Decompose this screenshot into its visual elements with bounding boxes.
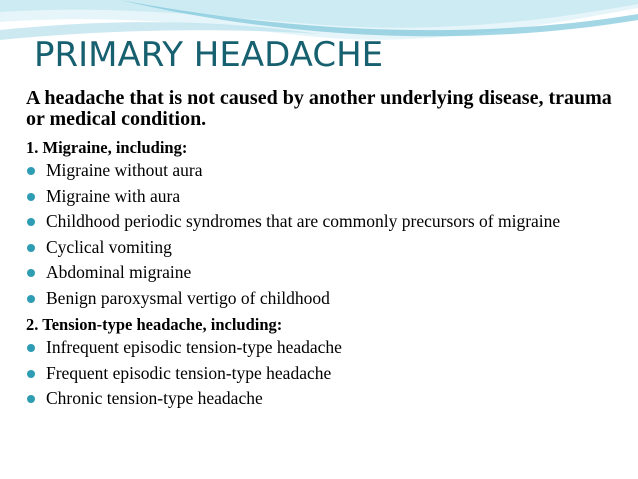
migraine-list	[26, 160, 626, 309]
list-item	[26, 388, 626, 409]
list-item	[26, 363, 626, 384]
list-item-text: Frequent episodic tension-type headache	[46, 362, 332, 383]
list-item-text: Benign paroxysmal vertigo of childhood	[46, 287, 330, 308]
list-item	[26, 237, 626, 258]
list-item	[26, 262, 626, 283]
list-item-text: Migraine without aura	[46, 160, 203, 180]
bullet-dot-icon	[27, 295, 35, 303]
list-item	[26, 337, 626, 358]
bullet-dot-icon	[27, 193, 35, 201]
tension-list	[26, 337, 626, 409]
slide-body	[26, 88, 626, 414]
list-item-text: Childhood periodic syndromes that are commonly precursors of migraine	[46, 211, 561, 231]
bullet-dot-icon	[27, 269, 35, 277]
list-item-text: Abdominal migraine	[46, 262, 192, 282]
list-item-text: Infrequent episodic tension-type headache	[46, 337, 342, 357]
bullet-dot-icon	[27, 218, 35, 226]
slide-title: PRIMARY HEADACHE	[34, 35, 384, 75]
section-heading-tension: 2. Tension-type headache, including:	[26, 315, 283, 334]
list-item	[26, 211, 626, 232]
list-item-text: Migraine with aura	[46, 185, 181, 206]
list-item-text: Cyclical vomiting	[46, 236, 172, 257]
list-item	[26, 160, 626, 181]
bullet-dot-icon	[27, 395, 35, 403]
section-heading-migraine: 1. Migraine, including:	[26, 138, 188, 157]
definition-text: A headache that is not caused by another underlying disease, trauma or medical condition.	[26, 87, 612, 130]
bullet-dot-icon	[27, 244, 35, 252]
bullet-dot-icon	[27, 370, 35, 378]
list-item-text: Chronic tension-type headache	[46, 388, 263, 408]
list-item	[26, 288, 626, 309]
bullet-dot-icon	[27, 167, 35, 175]
bullet-dot-icon	[27, 344, 35, 352]
list-item	[26, 186, 626, 207]
